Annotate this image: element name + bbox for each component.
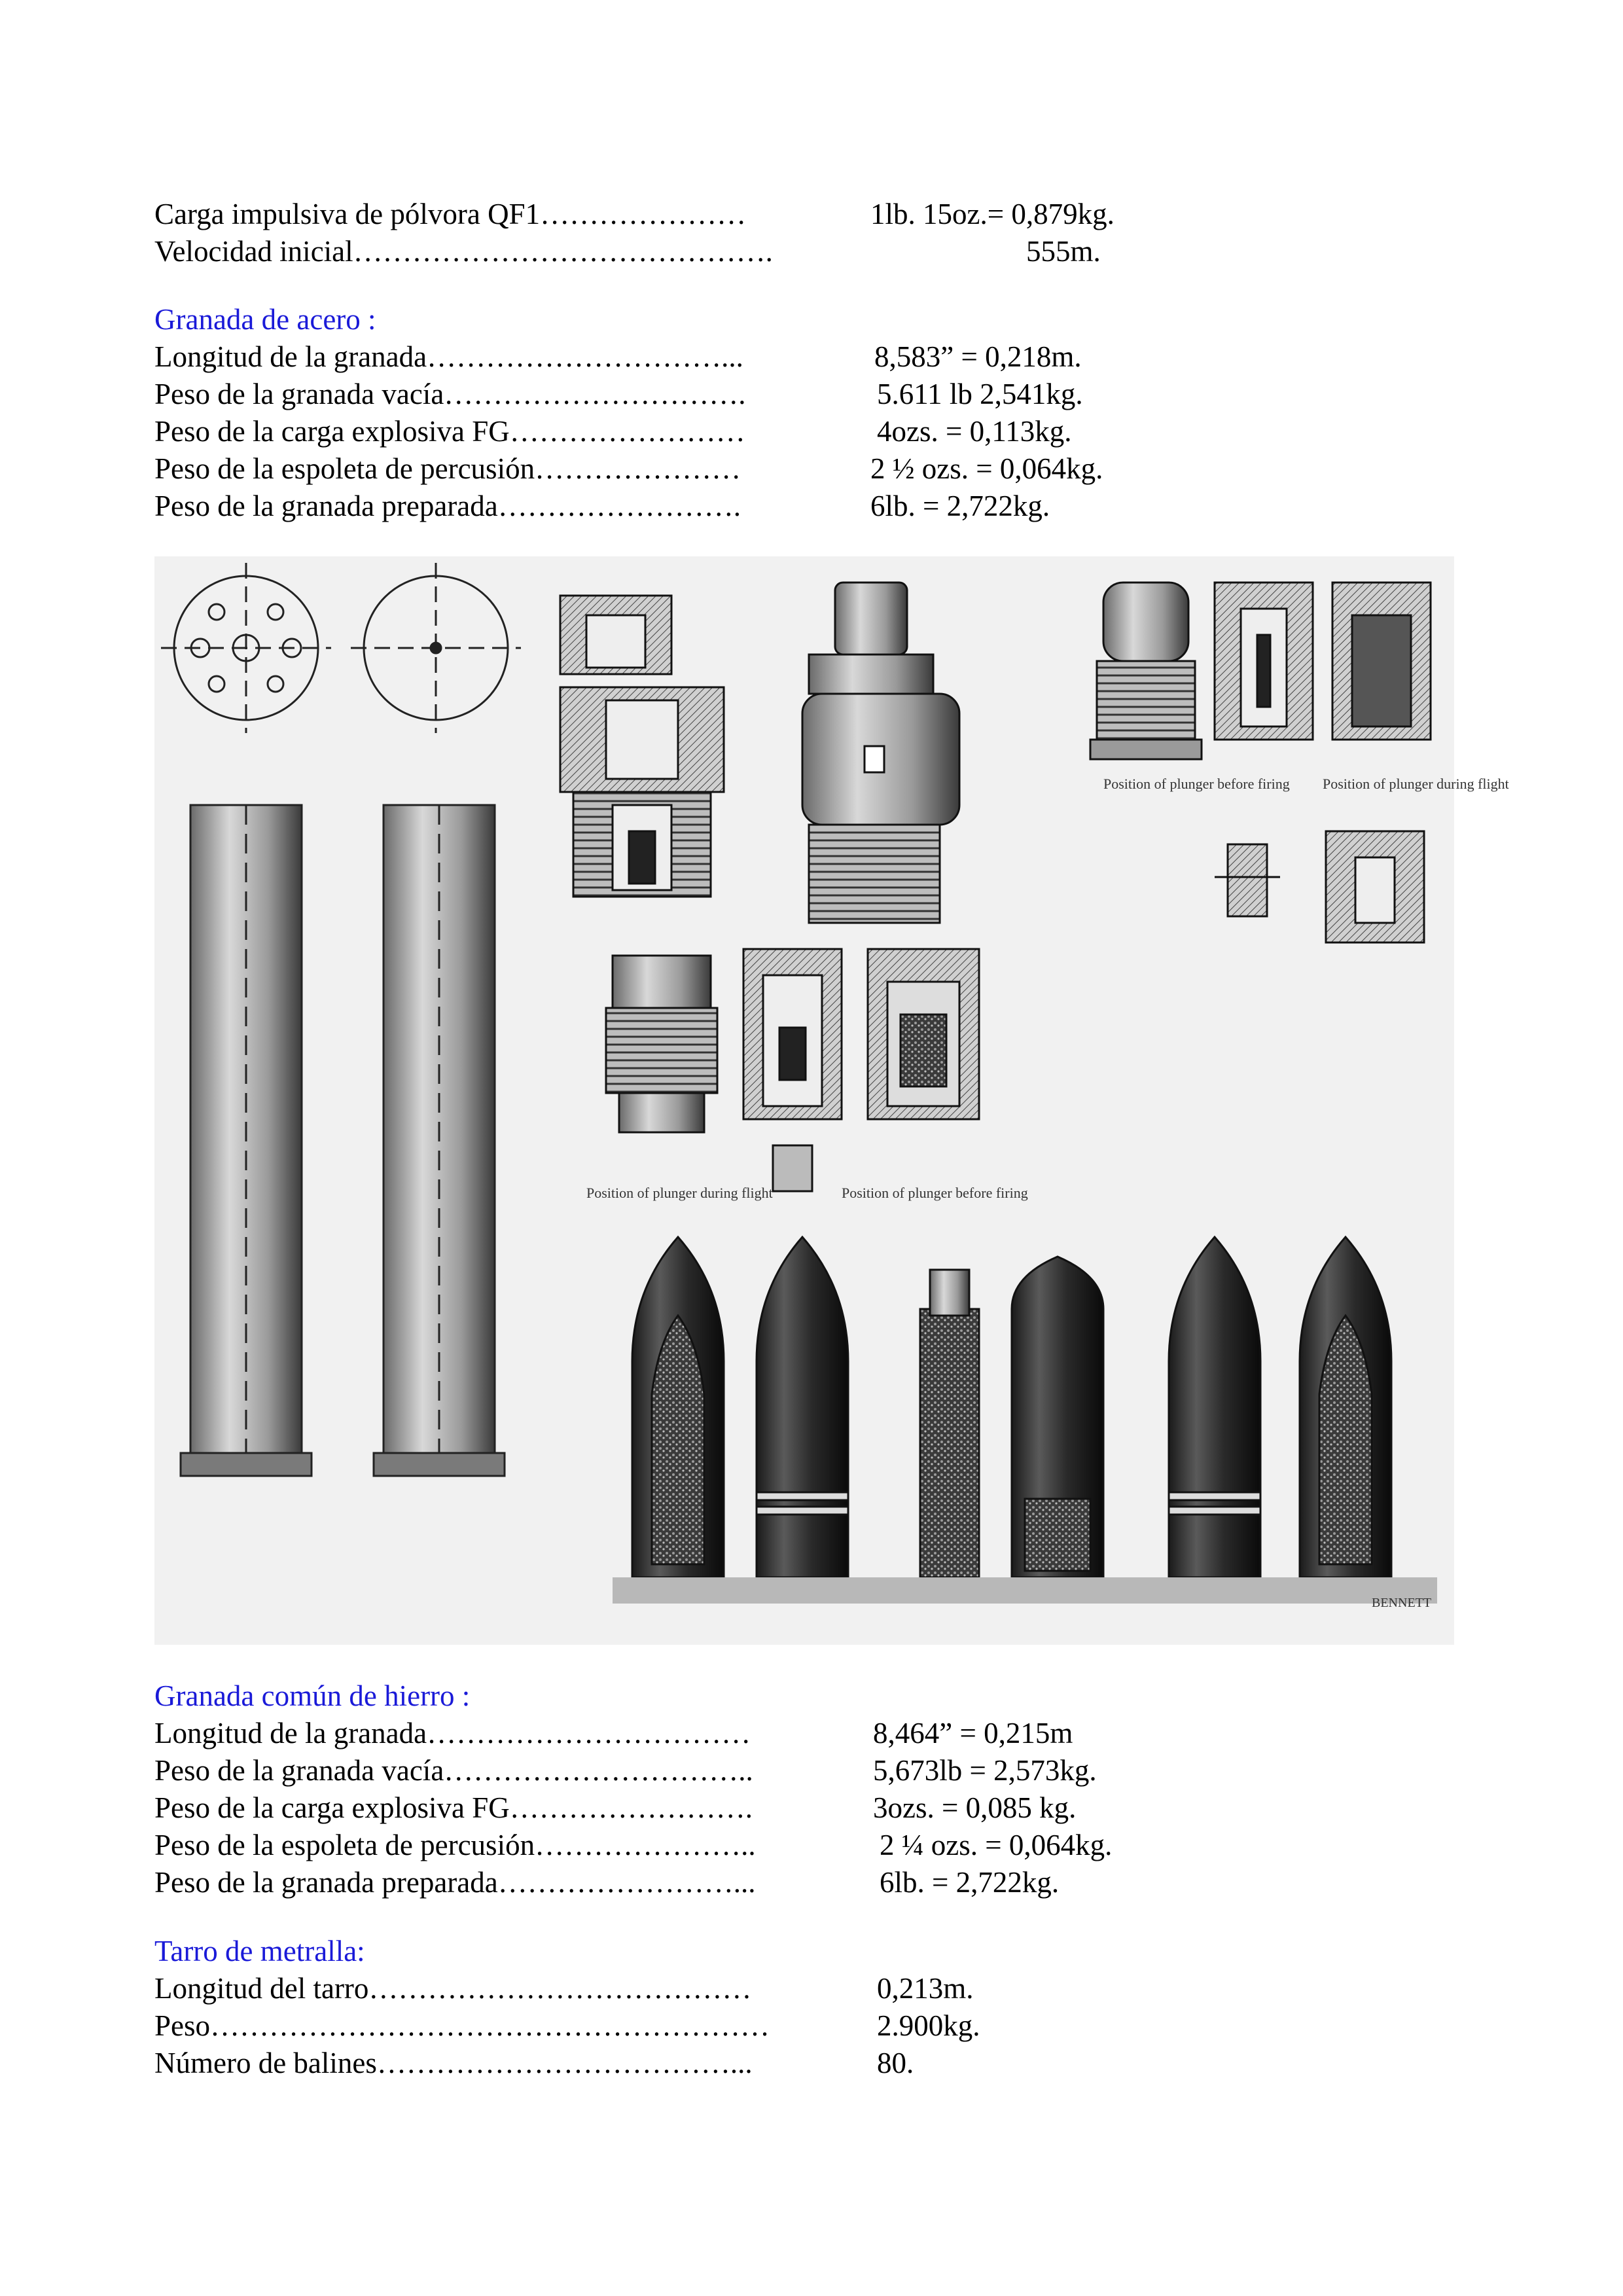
steel-shell-heading: Granada de acero :: [154, 303, 376, 336]
fuse-section-before-firing-icon: [868, 949, 979, 1119]
shrapnel-shell-section-icon: [920, 1270, 979, 1577]
row-label: Longitud del tarro…………………………………: [154, 1972, 752, 2005]
row-value: 0,213m.: [877, 1972, 974, 2005]
iron-row: [154, 1863, 1293, 1901]
row-value: 2.900kg.: [877, 2009, 980, 2042]
iron-row: [154, 1826, 1293, 1864]
row-label: Peso…………………………………………………: [154, 2009, 770, 2042]
row-label: Longitud de la granada……………………………: [154, 1717, 751, 1749]
plunger-detail-icon: [1215, 831, 1424, 942]
row-value: 6lb. = 2,722kg.: [880, 1866, 1060, 1899]
row-label: Peso de la espoleta de percusión…………………..: [154, 1829, 756, 1861]
row-label: Peso de la granada preparada…………………….: [154, 490, 741, 522]
row-value: 2 ½ ozs. = 0,064kg.: [870, 452, 1103, 485]
small-fuse-exterior-icon: [1090, 583, 1202, 759]
steel-row: [154, 375, 1293, 413]
steel-row: [154, 487, 1293, 525]
row-value: 80.: [877, 2047, 914, 2079]
row-value: 3ozs. = 0,085 kg.: [873, 1791, 1077, 1824]
row-label: Número de balines………………………………...: [154, 2047, 753, 2079]
iron-shell-heading: Granada común de hierro :: [154, 1679, 471, 1712]
caption-plunger-during-flight-1: Position of plunger during flight: [1323, 776, 1509, 792]
fuse-exterior-small-icon: [606, 956, 717, 1132]
iron-shell-exterior-icon: [1169, 1237, 1260, 1577]
row-value: 8,464” = 0,215m: [873, 1717, 1073, 1749]
row-label: Carga impulsiva de pólvora QF1…………………: [154, 198, 747, 230]
iron-row: [154, 1751, 1293, 1789]
case-base-left-icon: [161, 563, 331, 733]
cartridge-case-left-icon: [181, 805, 312, 1476]
fuse-section-during-flight-icon: [743, 949, 842, 1191]
caption-plunger-before-firing-1: Position of plunger before firing: [1103, 776, 1290, 792]
steel-shell-section-icon: [632, 1237, 724, 1577]
canister-row: [154, 1969, 1293, 2007]
iron-row: [154, 1789, 1293, 1827]
steel-shell-exterior-icon: [757, 1237, 848, 1577]
row-value: 555m.: [1026, 235, 1101, 268]
steel-row: [154, 412, 1293, 450]
caption-plunger-during-flight-2: Position of plunger during flight: [586, 1185, 773, 1201]
engraver-signature: BENNETT: [1372, 1596, 1432, 1610]
steel-row: [154, 338, 1293, 376]
charge-row: [154, 195, 1293, 233]
velocity-row: [154, 232, 1293, 270]
iron-shell-section-icon: [1300, 1237, 1391, 1577]
iron-row: [154, 1714, 1293, 1752]
canister-row: [154, 2044, 1293, 2082]
row-label: Longitud de la granada…………………………...: [154, 340, 743, 373]
row-label: Peso de la granada preparada……………………...: [154, 1866, 756, 1899]
canister-row: [154, 2007, 1293, 2045]
ammunition-engraving: [154, 556, 1509, 1645]
row-label: Peso de la granada vacía………………………….: [154, 378, 746, 410]
row-value: 1lb. 15oz.= 0,879kg.: [870, 198, 1115, 230]
canister-shot-icon: [1012, 1257, 1103, 1577]
percussion-fuse-section-icon: [560, 596, 724, 897]
case-base-right-icon: [351, 563, 521, 733]
row-value: 6lb. = 2,722kg.: [870, 490, 1050, 522]
row-label: Peso de la granada vacía…………………………..: [154, 1754, 753, 1787]
row-label: Peso de la espoleta de percusión…………………: [154, 452, 741, 485]
row-label: Peso de la carga explosiva FG……………………: [154, 415, 745, 448]
canister-heading: Tarro de metralla:: [154, 1935, 365, 1967]
small-fuse-section-during-icon: [1332, 583, 1431, 740]
caption-plunger-before-firing-2: Position of plunger before firing: [842, 1185, 1028, 1201]
row-value: 5.611 lb 2,541kg.: [877, 378, 1083, 410]
row-value: 4ozs. = 0,113kg.: [877, 415, 1072, 448]
row-value: 5,673lb = 2,573kg.: [873, 1754, 1097, 1787]
row-value: 8,583” = 0,218m.: [874, 340, 1082, 373]
ground-shadow: [613, 1577, 1437, 1604]
steel-row: [154, 450, 1293, 488]
row-label: Peso de la carga explosiva FG…………………….: [154, 1791, 753, 1824]
percussion-fuse-exterior-icon: [802, 583, 959, 923]
row-value: 2 ¼ ozs. = 0,064kg.: [880, 1829, 1113, 1861]
cartridge-case-right-icon: [374, 805, 505, 1476]
small-fuse-section-before-icon: [1215, 583, 1313, 740]
row-label: Velocidad inicial…………………………………….: [154, 235, 773, 268]
